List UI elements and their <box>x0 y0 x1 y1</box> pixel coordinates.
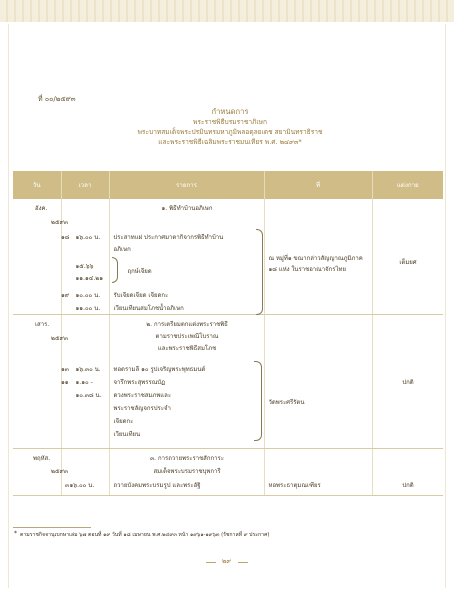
item-text: เวียนเทียนสมโภชน้ำอภิเษก <box>113 305 184 312</box>
place-text: ณ หมู่ที่๑ ขณากล่าวสัญญาณภูมิภาค ๑๘ แห่ง ในราชอาณาจักรไทย <box>268 255 363 273</box>
item-text: ประสาทแผ่ ประกาศมาตากิจากรพิธีทำบ้าน <box>113 234 224 241</box>
place-cell <box>264 315 372 449</box>
date-value: ๑๙ <box>61 292 70 299</box>
footnote <box>14 530 270 539</box>
day-label: อังค. <box>35 205 48 212</box>
title-block <box>60 107 400 147</box>
time-value: ๑.๑๐ - <box>75 379 93 386</box>
title-line-3: พระบาทสมเด็จพระปรมินทรมหาภูมิพลอดุลยเดช สยามินทราธิราช <box>137 128 323 136</box>
item-text: อภิเษก <box>113 246 131 253</box>
title-line-2: พระราชพิธีบรมราชาภิเษก <box>193 118 267 126</box>
item-cell <box>109 199 264 315</box>
time-value: ๑๐.๓๘ น. <box>75 392 102 399</box>
page-ornament-left <box>206 562 216 563</box>
day-cell <box>13 315 69 449</box>
item-cell <box>109 449 264 496</box>
item-text: ดวงพระราชสมภพและ <box>113 392 172 399</box>
document-number: ที่ ๐๐/๒๕๙๓ <box>38 95 76 103</box>
date-value: ๑๘ <box>61 234 70 241</box>
year-label: ๒๕๙๓ <box>51 468 68 475</box>
item-text: ฤกษ์เจียด <box>127 268 152 275</box>
time-cell <box>61 315 109 449</box>
place-cell <box>264 199 372 315</box>
brace-mark <box>112 257 118 283</box>
item-heading: และพระราชพิธีสมโภช <box>157 345 217 352</box>
header-dress: แต่งกาย <box>372 171 443 199</box>
page-number: ๒๙ <box>222 557 232 565</box>
table-header-row <box>13 171 443 199</box>
dress-cell <box>372 199 443 315</box>
date-value: ๑๓ <box>61 366 69 373</box>
item-text: ทอดรามลี ๑๐ รูปเจริญพระพุทธมนต์ <box>113 366 206 373</box>
place-text: วัดพระศรีรัตน <box>268 399 305 406</box>
time-value: ๑๖.๓๐ น. <box>75 366 101 373</box>
footnote-text: ตามราชกิจจานุเบกษาเล่ม ๖๗ ตอนที่ ๑๙ วันที่ ๑๘ เมษายน พ.ศ.๒๔๙๓ หน้า ๑๙๖๑-๑๙๖๓ (รัชกาลที่ ๙ ประกาศ) <box>20 532 270 538</box>
schedule-table <box>13 171 443 496</box>
item-text: เวียนเทียน <box>113 431 141 438</box>
dress-cell <box>372 315 443 449</box>
year-label: ๒๕๙๓ <box>51 335 68 342</box>
dress-text: ปกติ <box>402 379 414 386</box>
item-heading: สมเด็จพระบรมราชบุพการี <box>153 468 221 475</box>
table-row <box>13 199 443 315</box>
page-number-footer <box>206 556 250 568</box>
decorative-top-border <box>0 0 454 22</box>
item-text: จารึกพระสุพรรณบัฏ <box>113 379 166 386</box>
item-heading: ตามราชประเพณีโบราณ <box>155 333 219 340</box>
item-text: ถวายบังคมพระบรมรูป และพระอัฐิ <box>113 482 201 489</box>
date-value: ๓ <box>65 482 70 489</box>
dress-text: ปกติ <box>402 482 414 489</box>
day-label: พฤหัส. <box>33 455 51 462</box>
time-cell <box>61 199 109 315</box>
day-cell <box>13 449 70 496</box>
dress-cell <box>372 449 443 496</box>
date-value: ๑๑ <box>61 379 69 386</box>
page-ornament-right <box>238 562 248 563</box>
header-place: ที่ <box>264 171 372 199</box>
brace-mark <box>254 361 262 441</box>
footnote-asterisk: * <box>14 530 17 537</box>
time-value: ๑๑.๑๔.๒๑ <box>75 275 104 282</box>
brace-mark <box>256 229 263 315</box>
item-text: เจียดกะ <box>113 418 134 425</box>
item-heading: ๓. การถวายพระราชสักการะ <box>150 455 224 462</box>
day-label: เสาร. <box>35 321 50 328</box>
table-row <box>13 315 443 449</box>
item-heading: ๒. การเตรียมตกแต่งพระราชพิธี <box>146 321 228 328</box>
year-label: ๒๕๙๓ <box>51 219 68 226</box>
place-cell <box>264 449 372 496</box>
item-text: รับเจียดเจียด เจียดกะ <box>113 292 169 299</box>
header-day: วัน <box>13 171 61 199</box>
title-line-1: กำหนดการ <box>211 107 249 116</box>
time-value: ๑๕.๖๖ <box>75 263 94 270</box>
footnote-divider <box>13 527 91 528</box>
header-time: เวลา <box>61 171 109 199</box>
place-text: หอพระธาตุมณเฑียร <box>268 482 321 489</box>
time-value: ๑๖.๐๐ น. <box>69 482 95 489</box>
item-heading: ๑. พิธีทำบ้านอภิเษก <box>161 205 213 212</box>
title-line-4: และพระราชพิธีเฉลิมพระราชมนเทียร พ.ศ. ๒๔๙๓* <box>158 138 302 146</box>
time-value: ๑๖.๐๐ น. <box>75 234 101 241</box>
header-item: รายการ <box>109 171 264 199</box>
time-value: ๑๐.๐๐ น. <box>75 292 101 299</box>
table-row <box>13 449 443 496</box>
dress-text: เต็มยศ <box>399 259 417 266</box>
day-cell <box>13 199 70 315</box>
item-text: พระราชลัญจกรประจำ <box>113 405 171 412</box>
item-cell <box>109 315 264 449</box>
time-value: ๑๑.๐๐ น. <box>75 305 101 312</box>
time-cell <box>61 449 109 496</box>
